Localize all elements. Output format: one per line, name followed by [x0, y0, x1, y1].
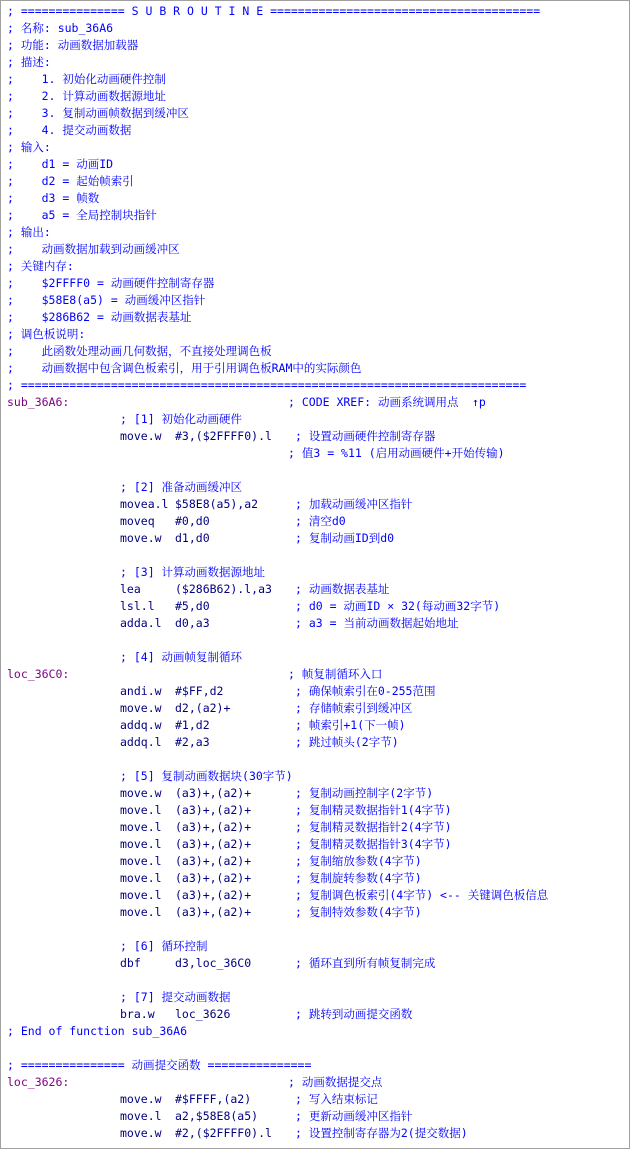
header-palette-item	[1, 343, 629, 360]
header-memory-title	[1, 258, 629, 275]
mnemonic: move.l	[120, 871, 162, 885]
header-description-item	[1, 88, 629, 105]
comment-text: ; 功能: 动画数据加载器	[7, 38, 139, 52]
xref-comment: ; CODE XREF: 动画系统调用点	[288, 395, 459, 409]
operands: #2,($2FFFF0).l	[175, 1126, 272, 1140]
section-comment-line	[1, 649, 629, 666]
mnemonic: addq.w	[120, 718, 162, 732]
section-comment-line	[1, 989, 629, 1006]
comment-text: ; 调色板说明:	[7, 327, 86, 341]
operands: $58E8(a5),a2	[175, 497, 259, 511]
operands: #2,a3	[175, 735, 210, 749]
operands: (a3)+,(a2)+	[175, 786, 252, 800]
operands: ($286B62).l,a3	[175, 582, 272, 596]
operands: #$FF,d2	[175, 684, 224, 698]
comment-text: ; 3. 复制动画帧数据到缓冲区	[7, 106, 189, 120]
operands: #3,($2FFFF0).l	[175, 429, 272, 443]
inline-comment: ; a3 = 当前动画数据起始地址	[295, 616, 459, 630]
header-description-item	[1, 105, 629, 122]
mnemonic: move.w	[120, 701, 162, 715]
continuation-comment-line	[1, 445, 629, 462]
operands: (a3)+,(a2)+	[175, 871, 252, 885]
instruction-line[interactable]	[1, 428, 629, 445]
tail-banner-line	[1, 1057, 629, 1074]
mnemonic: move.w	[120, 531, 162, 545]
instruction-line[interactable]	[1, 513, 629, 530]
section-comment: ; [3] 计算动画数据源地址	[120, 565, 266, 579]
header-input-item	[1, 207, 629, 224]
operands: d3,loc_36C0	[175, 956, 252, 970]
mnemonic: move.l	[120, 905, 162, 919]
label-comment: ; 动画数据提交点	[288, 1075, 383, 1089]
section-comment: ; [7] 提交动画数据	[120, 990, 231, 1004]
function-label[interactable]: sub_36A6:	[7, 395, 70, 409]
header-memory-item	[1, 292, 629, 309]
header-function-line	[1, 37, 629, 54]
inline-comment: ; 循环直到所有帧复制完成	[295, 956, 436, 970]
instruction-line[interactable]	[1, 615, 629, 632]
inline-comment: ; 帧索引+1(下一帧)	[295, 718, 406, 732]
comment-text: ; $286B62 = 动画数据表基址	[7, 310, 192, 324]
comment-text: ; 动画数据中包含调色板索引，用于引用调色板RAM中的实际颜色	[7, 361, 362, 375]
comment-text: ; $2FFFF0 = 动画硬件控制寄存器	[7, 276, 215, 290]
section-comment-line	[1, 479, 629, 496]
instruction-line[interactable]	[1, 1108, 629, 1125]
header-banner-top	[1, 3, 629, 20]
operands: d1,d0	[175, 531, 210, 545]
header-description-item	[1, 122, 629, 139]
operands: (a3)+,(a2)+	[175, 820, 252, 834]
comment-text: ; 2. 计算动画数据源地址	[7, 89, 166, 103]
header-memory-item	[1, 275, 629, 292]
mnemonic: movea.l	[120, 497, 169, 511]
section-comment-line	[1, 411, 629, 428]
comment-text: ; 关键内存:	[7, 259, 74, 273]
comment-text: ; 1. 初始化动画硬件控制	[7, 72, 166, 86]
instruction-line[interactable]	[1, 581, 629, 598]
instruction-line[interactable]	[1, 819, 629, 836]
end-function-comment: ; End of function sub_36A6	[7, 1024, 188, 1038]
instruction-line[interactable]	[1, 734, 629, 751]
comment-text: ; 此函数处理动画几何数据，不直接处理调色板	[7, 344, 272, 358]
mnemonic: lea	[120, 582, 141, 596]
code-line-label-loop[interactable]	[1, 666, 629, 683]
header-output-title	[1, 224, 629, 241]
mnemonic: bra.w	[120, 1007, 155, 1021]
header-input-item	[1, 190, 629, 207]
mnemonic: move.w	[120, 786, 162, 800]
code-line-label-tail[interactable]	[1, 1074, 629, 1091]
inline-comment: ; 清空d0	[295, 514, 346, 528]
comment-text: ; d1 = 动画ID	[7, 157, 114, 171]
header-palette-title	[1, 326, 629, 343]
inline-comment: ; 复制精灵数据指针3(4字节)	[295, 837, 452, 851]
inline-comment: ; 复制精灵数据指针1(4字节)	[295, 803, 452, 817]
header-memory-item	[1, 309, 629, 326]
loop-label[interactable]: loc_36C0:	[7, 667, 70, 681]
banner-text: ; =============== 动画提交函数 ===============	[7, 1058, 312, 1072]
mnemonic: move.l	[120, 854, 162, 868]
section-comment: ; [6] 循环控制	[120, 939, 208, 953]
end-of-function-line	[1, 1023, 629, 1040]
operands: #$FFFF,(a2)	[175, 1092, 252, 1106]
mnemonic: move.l	[120, 888, 162, 902]
mnemonic: lsl.l	[120, 599, 155, 613]
inline-comment: ; 复制动画ID到d0	[295, 531, 395, 545]
inline-comment: ; 设置控制寄存器为2(提交数据)	[295, 1126, 468, 1140]
instruction-line[interactable]	[1, 700, 629, 717]
operands: (a3)+,(a2)+	[175, 888, 252, 902]
inline-comment: ; 写入结束标记	[295, 1092, 378, 1106]
section-comment: ; [2] 准备动画缓冲区	[120, 480, 243, 494]
inline-comment: ; d0 = 动画ID × 32(每动画32字节)	[295, 599, 501, 613]
comment-text: ; 动画数据加载到动画缓冲区	[7, 242, 180, 256]
header-input-title	[1, 139, 629, 156]
mnemonic: move.w	[120, 1092, 162, 1106]
operands: (a3)+,(a2)+	[175, 837, 252, 851]
section-comment: ; [1] 初始化动画硬件	[120, 412, 243, 426]
section-comment-line	[1, 938, 629, 955]
header-palette-item	[1, 360, 629, 377]
banner-text: ; =============== S U B R O U T I N E =======================================	[7, 4, 541, 18]
comment-text: ; d2 = 起始帧索引	[7, 174, 134, 188]
section-comment: ; [5] 复制动画数据块(30字节)	[120, 769, 293, 783]
section-comment-line	[1, 564, 629, 581]
operands: (a3)+,(a2)+	[175, 803, 252, 817]
operands: #5,d0	[175, 599, 210, 613]
comment-text: ; 名称: sub_36A6	[7, 21, 114, 35]
comment-text: ; a5 = 全局控制块指针	[7, 208, 157, 222]
submit-label[interactable]: loc_3626:	[7, 1075, 70, 1089]
comment-text: ; 输出:	[7, 225, 51, 239]
inline-comment: ; 复制精灵数据指针2(4字节)	[295, 820, 452, 834]
instruction-line[interactable]	[1, 530, 629, 547]
header-description-title	[1, 54, 629, 71]
header-description-item	[1, 71, 629, 88]
instruction-line[interactable]	[1, 598, 629, 615]
mnemonic: move.l	[120, 820, 162, 834]
inline-comment: ; 动画数据表基址	[295, 582, 390, 596]
inline-comment: ; 更新动画缓冲区指针	[295, 1109, 413, 1123]
header-input-item	[1, 173, 629, 190]
section-comment: ; [4] 动画帧复制循环	[120, 650, 243, 664]
instruction-line[interactable]	[1, 870, 629, 887]
inline-comment: ; 设置动画硬件控制寄存器	[295, 429, 436, 443]
mnemonic: move.w	[120, 429, 162, 443]
instruction-line[interactable]	[1, 1006, 629, 1023]
label-comment: ; 帧复制循环入口	[288, 667, 383, 681]
inline-comment: ; 值3 = %11 (启用动画硬件+开始传输)	[288, 446, 505, 460]
inline-comment: ; 存储帧索引到缓冲区	[295, 701, 413, 715]
instruction-line[interactable]	[1, 802, 629, 819]
instruction-line[interactable]	[1, 955, 629, 972]
operands: loc_3626	[175, 1007, 231, 1021]
instruction-line[interactable]	[1, 887, 629, 904]
inline-comment: ; 复制特效参数(4字节)	[295, 905, 422, 919]
comment-text: ; $58E8(a5) = 动画缓冲区指针	[7, 293, 206, 307]
inline-comment: ; 复制调色板索引(4字节) <-- 关键调色板信息	[295, 888, 549, 902]
header-name-line	[1, 20, 629, 37]
mnemonic: move.l	[120, 803, 162, 817]
instruction-line[interactable]	[1, 496, 629, 513]
instruction-line[interactable]	[1, 785, 629, 802]
mnemonic: move.l	[120, 837, 162, 851]
instruction-line[interactable]	[1, 904, 629, 921]
instruction-line[interactable]	[1, 1091, 629, 1108]
comment-text: ; 4. 提交动画数据	[7, 123, 132, 137]
mnemonic: adda.l	[120, 616, 162, 630]
instruction-line[interactable]	[1, 1125, 629, 1142]
header-output-item	[1, 241, 629, 258]
mnemonic: move.w	[120, 1126, 162, 1140]
instruction-line[interactable]	[1, 853, 629, 870]
comment-text: ; d3 = 帧数	[7, 191, 100, 205]
operands: (a3)+,(a2)+	[175, 854, 252, 868]
inline-comment: ; 复制动画控制字(2字节)	[295, 786, 434, 800]
xref-up-arrow-link[interactable]: ↑p	[472, 395, 486, 409]
operands: #1,d2	[175, 718, 210, 732]
inline-comment: ; 复制缩放参数(4字节)	[295, 854, 422, 868]
code-line-label-sub[interactable]	[1, 394, 629, 411]
inline-comment: ; 复制旋转参数(4字节)	[295, 871, 422, 885]
operands: a2,$58E8(a5)	[175, 1109, 259, 1123]
inline-comment: ; 确保帧索引在0-255范围	[295, 684, 436, 698]
header-banner-bottom	[1, 377, 629, 394]
comment-text: ; 输入:	[7, 140, 51, 154]
comment-text: ; 描述:	[7, 55, 51, 69]
operands: d0,a3	[175, 616, 210, 630]
mnemonic: dbf	[120, 956, 141, 970]
mnemonic: andi.w	[120, 684, 162, 698]
section-comment-line	[1, 768, 629, 785]
operands: #0,d0	[175, 514, 210, 528]
operands: (a3)+,(a2)+	[175, 905, 252, 919]
instruction-line[interactable]	[1, 683, 629, 700]
instruction-line[interactable]	[1, 836, 629, 853]
header-input-item	[1, 156, 629, 173]
operands: d2,(a2)+	[175, 701, 231, 715]
inline-comment: ; 跳转到动画提交函数	[295, 1007, 413, 1021]
inline-comment: ; 加载动画缓冲区指针	[295, 497, 413, 511]
mnemonic: addq.l	[120, 735, 162, 749]
instruction-line[interactable]	[1, 717, 629, 734]
mnemonic: move.l	[120, 1109, 162, 1123]
inline-comment: ; 跳过帧头(2字节)	[295, 735, 399, 749]
banner-text: ; =========================================================================	[7, 378, 527, 392]
mnemonic: moveq	[120, 514, 155, 528]
